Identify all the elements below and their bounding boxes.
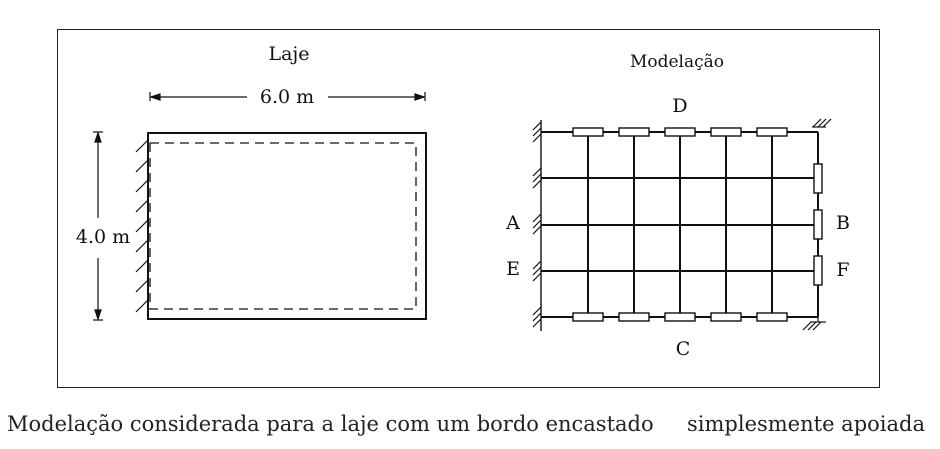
- slab-inner-dashed: [150, 143, 416, 309]
- clamp-hatch-left: [533, 122, 541, 327]
- slab-panel: [76, 43, 426, 320]
- slab-title: Laje: [268, 43, 310, 65]
- corner-support-top-right: [806, 119, 831, 132]
- edge-elements-right: [814, 164, 822, 285]
- label-B: B: [836, 212, 850, 234]
- width-label: 6.0 m: [259, 86, 315, 108]
- label-C: C: [675, 338, 691, 360]
- figure-caption-extra: simplesmente apoiada: [687, 412, 925, 436]
- height-label: 4.0 m: [75, 226, 131, 248]
- slab-outline: [148, 133, 426, 319]
- figure-caption: Modelação considerada para a laje com um bordo encastado: [7, 412, 654, 436]
- label-A: A: [506, 212, 520, 234]
- label-F: F: [836, 259, 850, 281]
- model-title: Modelação: [629, 52, 725, 72]
- clamped-edge-hatch: [136, 140, 148, 312]
- model-panel: [505, 52, 850, 360]
- label-D: D: [672, 95, 688, 117]
- label-E: E: [506, 258, 520, 280]
- corner-support-bottom-right: [803, 317, 826, 330]
